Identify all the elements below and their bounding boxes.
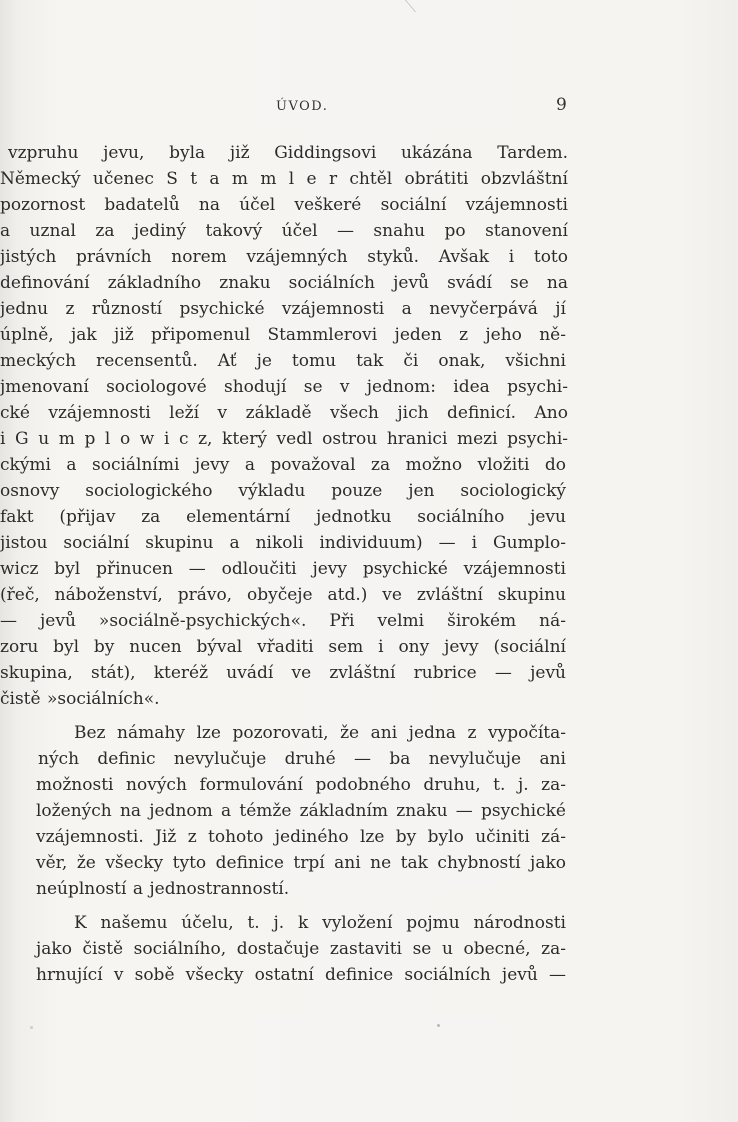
text-line: vzpruhu jevu, byla již Giddingsovi ukázána Tardem. <box>8 143 568 163</box>
text-line: zoru byl by nucen býval vřaditi sem i ony jevy (sociální <box>0 637 566 657</box>
text-line: meckých recensentů. Ať je tomu tak či onak, všichni <box>0 351 566 371</box>
text-line: neúplností a jednostranností. <box>36 879 290 899</box>
scan-artifact <box>387 0 416 12</box>
text-line: (řeč, náboženství, právo, obyčeje atd.) ve zvláštní skupinu <box>0 585 566 605</box>
text-line: úplně, jak již připomenul Stammlerovi jeden z jeho ně- <box>0 325 566 345</box>
text-line: možnosti nových formulování podobného druhu, t. j. za- <box>36 775 566 795</box>
ink-speck <box>30 1026 33 1029</box>
text-line: hrnující v sobě všecky ostatní definice sociálních jevů — <box>36 965 566 985</box>
text-line: čistě »sociálních«. <box>0 689 160 709</box>
text-line: osnovy sociologického výkladu pouze jen sociologický <box>0 481 566 501</box>
page-header <box>0 95 738 117</box>
text-line: ckými a sociálními jevy a považoval za možno vložiti do <box>0 455 566 475</box>
text-line: jistou sociální skupinu a nikoli individuum) — i Gumplo- <box>0 533 566 553</box>
text-line: Německý učenec S t a m m l e r chtěl obrátiti obzvláštní <box>0 169 568 189</box>
page-number: 9 <box>556 95 567 115</box>
text-line: Bez námahy lze pozorovati, že ani jedna z vypočíta- <box>74 723 566 743</box>
text-line: jmenovaní sociologové shodují se v jednom: idea psychi- <box>0 377 568 397</box>
text-line: — jevů »sociálně-psychických«. Při velmi širokém ná- <box>0 611 566 631</box>
text-line: jednu z růzností psychické vzájemnosti a nevyčerpává jí <box>0 299 566 319</box>
text-line: věr, že všecky tyto definice trpí ani ne tak chybností jako <box>36 853 566 873</box>
text-line: vzájemnosti. Již z tohoto jediného lze by bylo učiniti zá- <box>36 827 566 847</box>
text-line: jako čistě sociálního, dostačuje zastaviti se u obecné, za- <box>36 939 566 959</box>
text-line: skupina, stát), kteréž uvádí ve zvláštní rubrice — jevů <box>0 663 566 683</box>
text-line: cké vzájemnosti leží v základě všech jich definicí. Ano <box>0 403 568 423</box>
text-line: ných definic nevylučuje druhé — ba nevylučuje ani <box>38 749 566 769</box>
text-line: K našemu účelu, t. j. k vyložení pojmu národnosti <box>74 913 566 933</box>
text-line: fakt (přijav za elementární jednotku sociálního jevu <box>0 507 566 527</box>
text-line: jistých právních norem vzájemných styků. Avšak i toto <box>0 247 568 267</box>
text-line: definování základního znaku sociálních jevů svádí se na <box>0 273 568 293</box>
running-head: ÚVOD. <box>276 99 329 114</box>
text-line: ložených na jednom a témže základním znaku — psychické <box>36 801 566 821</box>
text-line: i G u m p l o w i c z, který vedl ostrou hranici mezi psychi- <box>0 429 568 449</box>
text-line: pozornost badatelů na účel veškeré sociální vzájemnosti <box>0 195 568 215</box>
ink-speck <box>437 1024 440 1027</box>
text-line: a uznal za jediný takový účel — snahu po stanovení <box>0 221 568 241</box>
text-line: wicz byl přinucen — odloučiti jevy psychické vzájemnosti <box>0 559 566 579</box>
